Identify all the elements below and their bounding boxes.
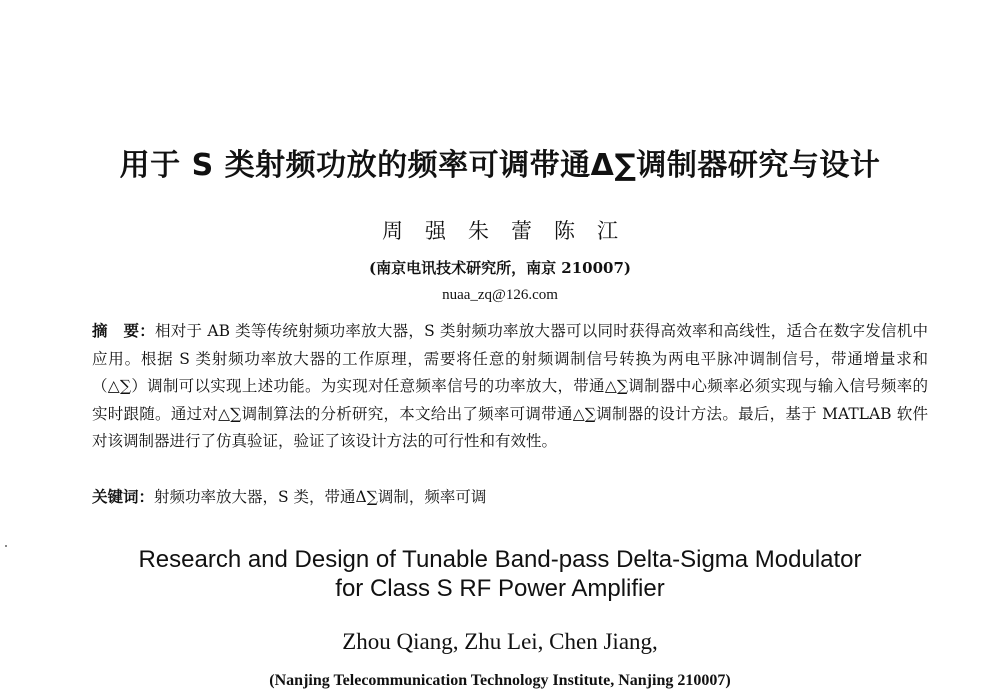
author-email: nuaa_zq@126.com — [442, 287, 558, 303]
abstract-label: 摘 要： — [92, 322, 155, 340]
keywords-label: 关键词： — [92, 488, 155, 506]
paper-title-english-line-1: Research and Design of Tunable Band-pass Delta-Sigma Modulator — [138, 546, 862, 573]
affiliation-english: (Nanjing Telecommunication Technology Institute, Nanjing 210007) — [269, 672, 731, 689]
paper-title-chinese: 用于 S 类射频功放的频率可调带通Δ∑调制器研究与设计 — [119, 148, 881, 183]
keywords-chinese — [92, 485, 928, 507]
affiliation-chinese: (南京电讯技术研究所，南京 210007) — [368, 259, 632, 277]
keywords-text: 射频功率放大器，S 类，带通Δ∑调制，频率可调 — [154, 488, 487, 506]
paper-title-english — [0, 545, 1000, 603]
abstract-chinese — [92, 318, 928, 456]
author-names-english: Zhou Qiang, Zhu Lei, Chen Jiang, — [342, 629, 658, 654]
paper-title-english-line-2: for Class S RF Power Amplifier — [335, 575, 665, 602]
author-names-chinese: 周强朱蕾陈江 — [382, 219, 640, 243]
abstract-text: 相对于 AB 类等传统射频功率放大器，S 类射频功率放大器可以同时获得高效率和高线性，适合在数字发信机中应用。根据 S 类射频功率放大器的工作原理，需要将任意的射频调制信号转换为两电平脉冲调制信号，带通增量求和（△∑）调制可以实现上述功能。为实现对任意频率信号的功率放大，带通△∑调制器中心频率必须实现与输入信号频率的实时跟随。通过对△∑调制算法的分析研究，本文给出了频率可调带通△∑调制器的设计方法。最后，基于 MATLAB 软件对该调制器进行了仿真验证，验证了该设计方法的可行性和有效性。 — [92, 322, 928, 450]
